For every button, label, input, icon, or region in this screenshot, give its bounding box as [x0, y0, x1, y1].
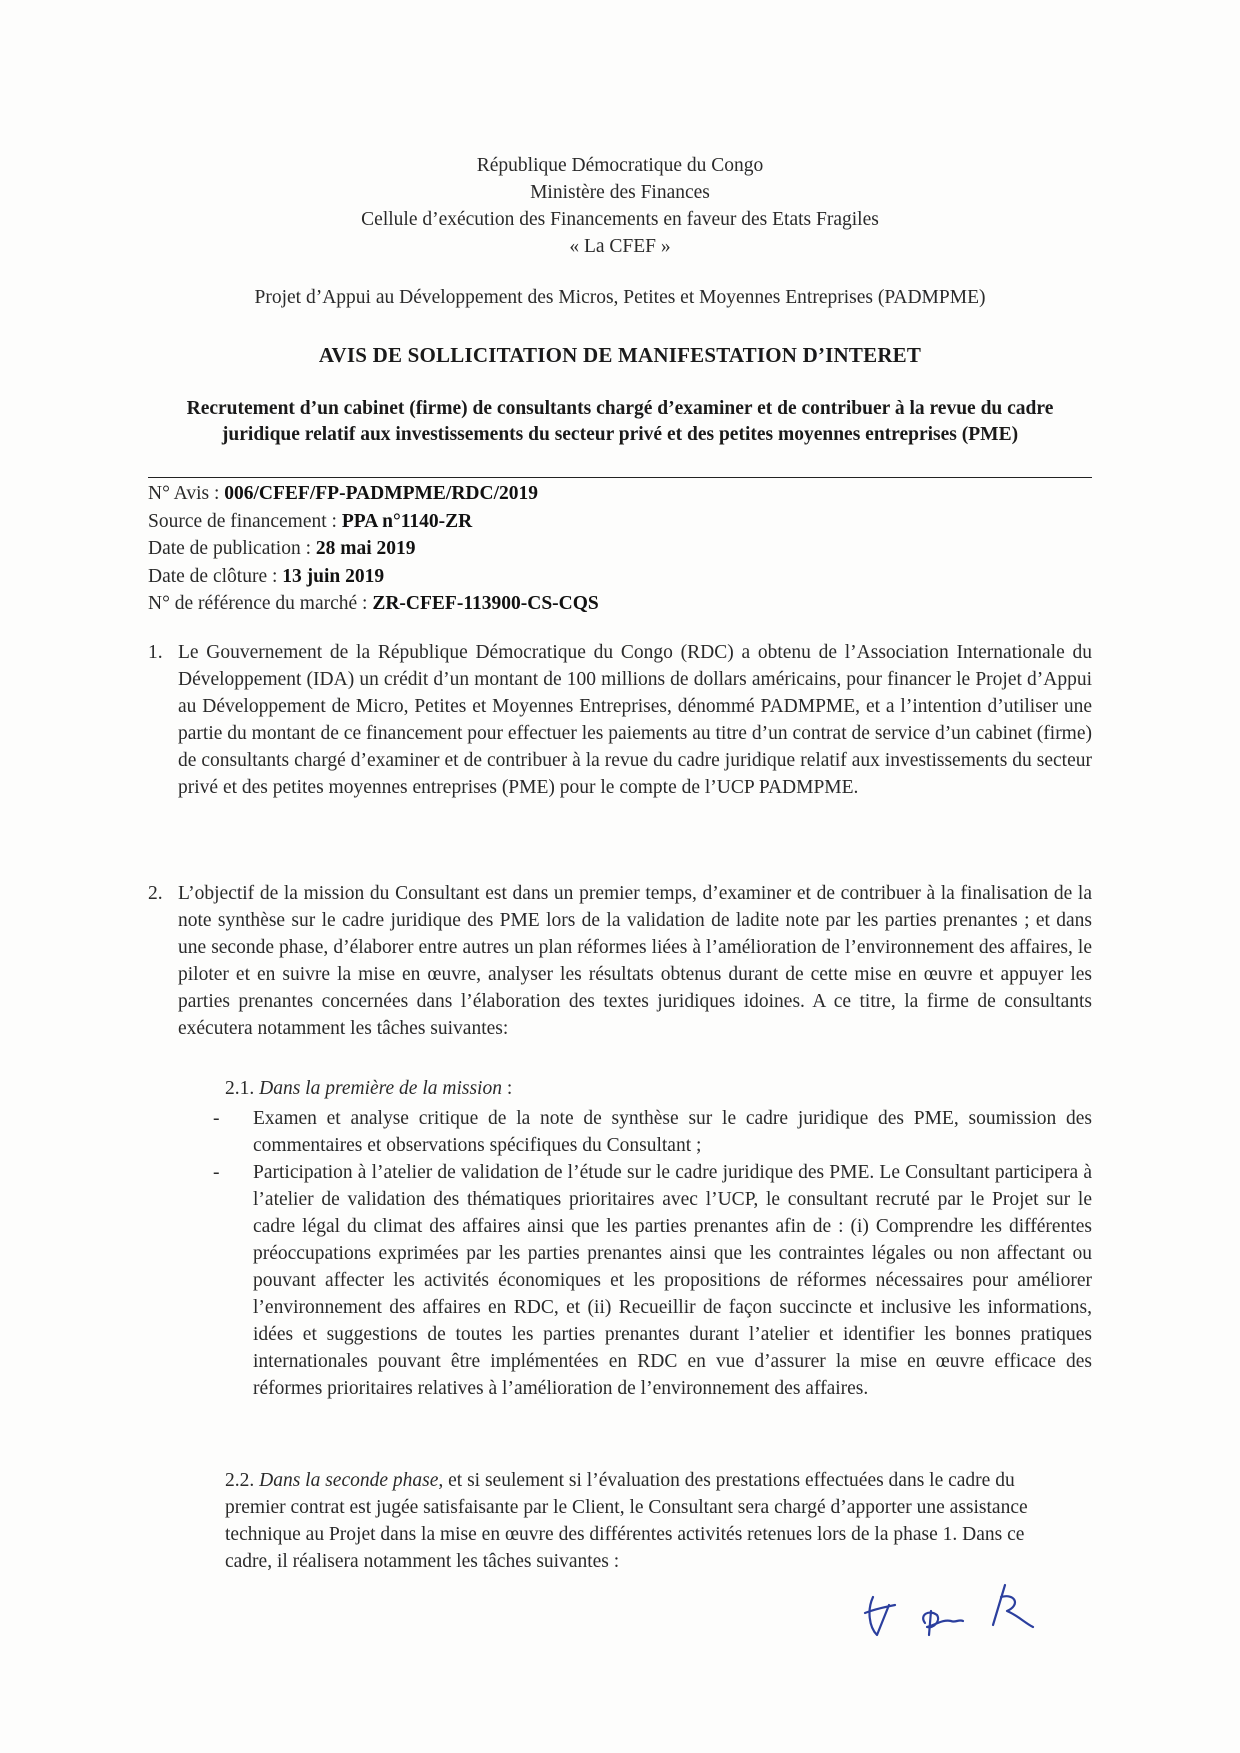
header-ministry: Ministère des Finances: [530, 182, 710, 203]
notice-title: AVIS DE SOLLICITATION DE MANIFESTATION D’INTERET: [318, 343, 922, 367]
meta-cloture-label: Date de clôture :: [148, 565, 283, 587]
meta-publication-row: [148, 535, 599, 563]
meta-avis-row: [148, 480, 599, 508]
bullet-dash: -: [213, 1108, 220, 1129]
handwritten-initials-signature: [855, 1575, 1055, 1645]
section-2-1-title: Dans la première de la mission: [259, 1078, 502, 1099]
document-header: [0, 152, 1240, 260]
bullet-dash: -: [213, 1162, 220, 1183]
section-2-2-number: 2.2.: [225, 1470, 255, 1491]
paragraph-2-number: 2.: [148, 883, 163, 904]
meta-source-value: PPA n°1140-ZR: [341, 510, 473, 532]
section-2-2-title: Dans la seconde phase,: [259, 1470, 444, 1491]
meta-cloture-row: [148, 563, 599, 591]
meta-publication-value: 28 mai 2019: [315, 538, 416, 559]
header-country: République Démocratique du Congo: [476, 155, 764, 176]
paragraph-2-text: L’objectif de la mission du Consultant est dans un premier temps, d’examiner et de contribuer à la finalisation de la note synthèse sur le cadre juridique des PME lors de la validation de ladite note par les parties prenantes ; et dans une seconde phase, d’élaborer entre autres un plan réformes liées à l’amélioration de l’environnement des affaires, le piloter et en suivre la mise en œuvre, analyser les résultats obtenus durant de cette mise en œuvre et appuyer les parties prenantes concernées dans l’élaboration des textes juridiques idoines. A ce titre, la firme de consultants exécutera notamment les tâches suivantes:: [178, 883, 1092, 1039]
section-2-2: [225, 1467, 1055, 1575]
meta-reference-value: ZR-CFEF-113900-CS-CQS: [372, 593, 599, 614]
section-2-2-text: et si seulement si l’évaluation des prestations effectuées dans le cadre du premier contrat est jugée satisfaisante par le Client, le Consultant sera chargé d’apporter une assistance technique au Projet dans la mise en œuvre des différentes activités retenues lors de la phase 1. Dans ce cadre, il réalisera notamment les tâches suivantes :: [225, 1470, 1028, 1572]
meta-avis-value: 006/CFEF/FP-PADMPME/RDC/2019: [224, 483, 539, 504]
section-2-1-heading: [225, 1078, 512, 1100]
notice-metadata: [148, 480, 599, 618]
header-cell: Cellule d’exécution des Financements en faveur des Etats Fragiles: [361, 209, 879, 230]
paragraph-1: [148, 639, 1092, 801]
meta-source-row: [148, 508, 599, 536]
meta-reference-row: [148, 590, 599, 618]
paragraph-2: [148, 880, 1092, 1042]
paragraph-1-number: 1.: [148, 642, 163, 663]
section-2-1-suffix: :: [501, 1078, 513, 1099]
header-acronym: « La CFEF »: [569, 236, 671, 257]
bullet-item: [213, 1159, 1092, 1402]
section-2-1-number: 2.1.: [225, 1078, 255, 1099]
bullet-item: [213, 1105, 1092, 1159]
meta-source-label: Source de financement :: [148, 510, 342, 532]
subject-divider: [148, 477, 1092, 478]
paragraph-1-text: Le Gouvernement de la République Démocratique du Congo (RDC) a obtenu de l’Association Internationale du Développement (IDA) un crédit d’un montant de 100 millions de dollars américains, pour financer le Projet d’Appui au Développement de Micro, Petites et Moyennes Entreprises, dénommé PADMPME, et a l’intention d’utiliser une partie du montant de ce financement pour effectuer les paiements au titre d’un contrat de service d’un cabinet (firme) de consultants chargé d’examiner et de contribuer à la revue du cadre juridique relatif aux investissements du secteur privé et des petites moyennes entreprises (PME) pour le compte de l’UCP PADMPME.: [178, 642, 1092, 798]
meta-publication-label: Date de publication :: [148, 538, 316, 559]
project-name: Projet d’Appui au Développement des Micros, Petites et Moyennes Entreprises (PADMPME): [254, 287, 986, 308]
meta-avis-label: N° Avis :: [148, 483, 225, 504]
notice-subject: Recrutement d’un cabinet (firme) de consultants chargé d’examiner et de contribuer à la revue du cadre juridique relatif aux investissements du secteur privé et des petites moyennes entreprises (PME): [186, 398, 1054, 445]
bullet-text: Examen et analyse critique de la note de synthèse sur le cadre juridique des PME, soumission des commentaires et observations spécifiques du Consultant ;: [253, 1108, 1092, 1156]
meta-reference-label: N° de référence du marché :: [148, 593, 373, 614]
bullet-text: Participation à l’atelier de validation de l’étude sur le cadre juridique des PME. Le Consultant participera à l’atelier de validation des thématiques prioritaires avec l’UCP, le consultant recruté par le Projet sur le cadre légal du climat des affaires ainsi que les parties prenantes afin de : (i) Comprendre les différentes préoccupations exprimées par les parties prenantes ainsi que les contraintes légales ou non affectant ou pouvant affecter les activités économiques et les propositions de réformes nécessaires pour améliorer l’environnement des affaires en RDC, et (ii) Recueillir de façon succincte et inclusive les informations, idées et suggestions de toutes les parties prenantes durant l’atelier et identifier les bonnes pratiques internationales pouvant être implémentées en RDC en vue d’assurer la mise en œuvre efficace des réformes prioritaires relatives à l’amélioration de l’environnement des affaires.: [253, 1162, 1092, 1399]
meta-cloture-value: 13 juin 2019: [282, 565, 385, 587]
